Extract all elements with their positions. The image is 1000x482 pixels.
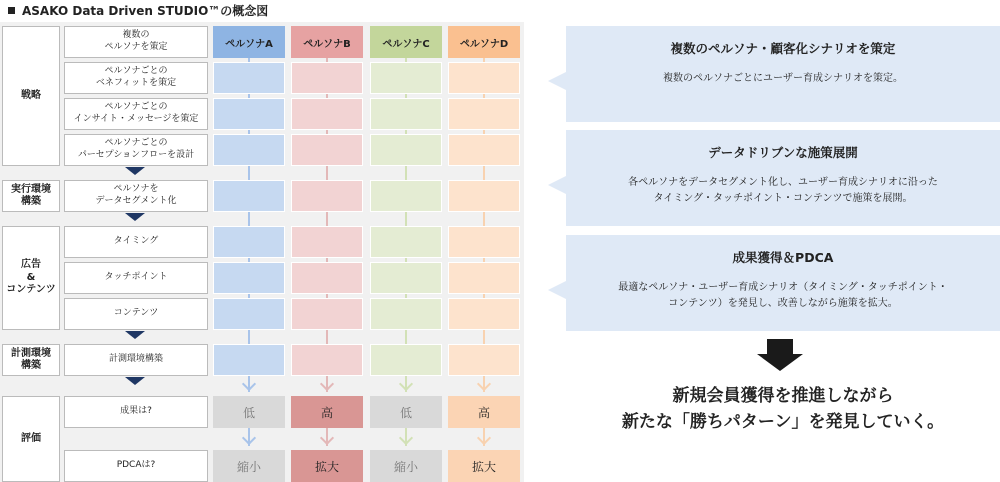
persona-cell: [370, 344, 442, 376]
title-bullet-icon: [8, 7, 15, 14]
persona-cell: [370, 226, 442, 258]
card-pointer-icon: [548, 176, 566, 194]
persona-header: ペルソナB: [291, 26, 363, 58]
card-pointer-icon: [548, 72, 566, 90]
card-pointer-icon: [548, 281, 566, 299]
persona-cell: [291, 98, 363, 130]
chevron-down-icon: [125, 331, 145, 339]
row-label: 複数の ペルソナを策定: [64, 26, 208, 58]
row-label: ペルソナごとの ベネフィットを策定: [64, 62, 208, 94]
outcome-result: 高: [448, 396, 520, 428]
row-label: 成果は?: [64, 396, 208, 428]
persona-cell: [370, 98, 442, 130]
row-label: ペルソナごとの インサイト・メッセージを策定: [64, 98, 208, 130]
outcome-result: 低: [213, 396, 285, 428]
persona-cell: [448, 298, 520, 330]
down-arrow-icon-head: [757, 354, 803, 371]
persona-header: ペルソナA: [213, 26, 285, 58]
outcome-result: 低: [370, 396, 442, 428]
card-body: 各ペルソナをデータセグメント化し、ユーザー育成シナリオに沿った タイミング・タッチポイント・コンテンツで施策を展開。: [628, 177, 938, 204]
persona-cell: [213, 344, 285, 376]
category-ads-content: 広告 & コンテンツ: [2, 226, 60, 330]
persona-cell: [213, 226, 285, 258]
persona-cell: [213, 98, 285, 130]
row-label: タッチポイント: [64, 262, 208, 294]
diagram-title: ASAKO Data Driven STUDIO™の概念図: [8, 2, 268, 19]
row-label: タイミング: [64, 226, 208, 258]
card-title: 複数のペルソナ・顧客化シナリオを策定: [670, 41, 896, 56]
category-measurement-env: 計測環境 構築: [2, 344, 60, 376]
persona-header: ペルソナD: [448, 26, 520, 58]
persona-cell: [291, 62, 363, 94]
card-body: 最適なペルソナ・ユーザー育成シナリオ（タイミング・タッチポイント・ コンテンツ）を発見し、改善しながら施策を拡大。: [618, 282, 948, 309]
down-arrow-icon: [767, 339, 793, 354]
row-label: ペルソナごとの パーセプションフローを設計: [64, 134, 208, 166]
row-label: ペルソナを データセグメント化: [64, 180, 208, 212]
persona-cell: [448, 262, 520, 294]
outcome-result: 高: [291, 396, 363, 428]
persona-cell: [291, 180, 363, 212]
persona-cell: [213, 134, 285, 166]
pdca-result: 縮小: [213, 450, 285, 482]
chevron-down-icon: [125, 167, 145, 175]
description-card: [566, 235, 1000, 331]
pdca-result: 縮小: [370, 450, 442, 482]
category-evaluation: 評価: [2, 396, 60, 482]
persona-cell: [291, 226, 363, 258]
persona-cell: [448, 62, 520, 94]
card-body: 複数のペルソナごとにユーザー育成シナリオを策定。: [663, 73, 903, 84]
card-title: 成果獲得＆PDCA: [732, 250, 834, 265]
category-strategy: 戦略: [2, 26, 60, 166]
persona-cell: [291, 298, 363, 330]
row-label: PDCAは?: [64, 450, 208, 482]
pdca-result: 拡大: [291, 450, 363, 482]
persona-cell: [370, 180, 442, 212]
pdca-result: 拡大: [448, 450, 520, 482]
persona-cell: [370, 262, 442, 294]
persona-cell: [291, 134, 363, 166]
persona-cell: [448, 180, 520, 212]
persona-cell: [370, 62, 442, 94]
persona-cell: [448, 226, 520, 258]
persona-cell: [448, 134, 520, 166]
persona-header: ペルソナC: [370, 26, 442, 58]
chevron-down-icon: [125, 377, 145, 385]
row-label: コンテンツ: [64, 298, 208, 330]
persona-cell: [291, 262, 363, 294]
card-title: データドリブンな施策展開: [708, 145, 858, 160]
row-label: 計測環境構築: [64, 344, 208, 376]
category-execution-env: 実行環境 構築: [2, 180, 60, 212]
persona-cell: [291, 344, 363, 376]
chevron-down-icon: [125, 213, 145, 221]
persona-cell: [213, 180, 285, 212]
persona-cell: [213, 262, 285, 294]
description-card: [566, 26, 1000, 122]
description-card: [566, 130, 1000, 226]
conclusion-text: 新規会員獲得を推進しながら 新たな「勝ちパターン」を発見していく。: [621, 386, 945, 433]
persona-cell: [370, 298, 442, 330]
persona-cell: [213, 298, 285, 330]
persona-cell: [448, 98, 520, 130]
persona-cell: [448, 344, 520, 376]
persona-cell: [370, 134, 442, 166]
persona-cell: [213, 62, 285, 94]
